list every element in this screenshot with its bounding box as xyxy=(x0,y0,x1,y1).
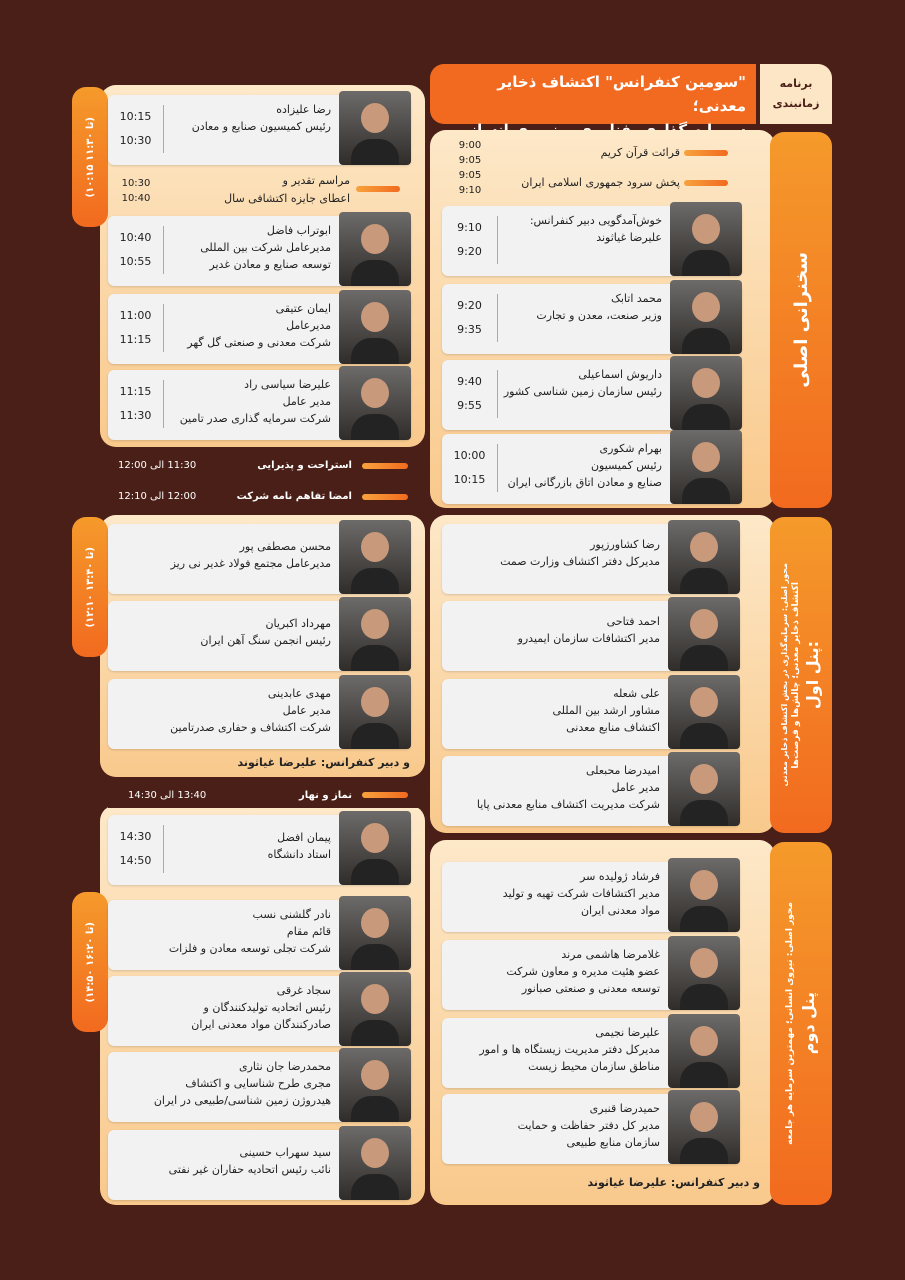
speaker-line2: عضو هئیت مدیره و معاون شرکت xyxy=(506,965,660,978)
speaker-photo xyxy=(339,212,411,286)
row-time: 9:05 9:10 xyxy=(458,170,482,196)
speaker-line3: توسعه معدنی و صنعتی صبانور xyxy=(521,982,660,995)
speaker-line1: حمیدرضا قنبری xyxy=(589,1102,660,1115)
award-line2: اعطای جایزه اکتشافی سال xyxy=(224,192,350,205)
row-bar xyxy=(684,150,728,156)
speaker-photo xyxy=(339,972,411,1046)
break-mou xyxy=(108,486,418,508)
row-label: پخش سرود جمهوری اسلامی ایران xyxy=(521,176,680,189)
speaker-photo xyxy=(670,202,742,276)
session2-card xyxy=(108,601,411,671)
row-quran xyxy=(520,140,680,166)
speaker-photo xyxy=(668,858,740,932)
row-time: 9:00 9:05 xyxy=(458,140,482,166)
speaker-line2: مدیر اکتشافات سازمان ایمیدرو xyxy=(517,632,660,645)
panel2-card xyxy=(442,862,740,932)
speaker-photo xyxy=(668,752,740,826)
keynote-sidebar xyxy=(770,132,832,508)
schedule-badge xyxy=(760,64,832,124)
speaker-line3: شرکت سرمایه گذاری صدر تامین xyxy=(179,412,331,425)
badge-line-2: زمانبندی xyxy=(772,97,820,110)
speaker-line1: ایمان عتیقی xyxy=(275,302,331,315)
speaker-line1: علیرضا نجیمی xyxy=(595,1026,660,1039)
badge-line-1: برنامه xyxy=(779,77,813,90)
break-time: 11:30 الی 12:00 xyxy=(118,460,197,471)
speaker-line2: مدیر اکتشافات شرکت تهیه و تولید xyxy=(502,887,660,900)
speaker-line1: غلامرضا هاشمی مرند xyxy=(561,948,660,961)
speaker-line2: وزیر صنعت، معدن و تجارت xyxy=(536,309,662,322)
speaker-line1: پیمان افضل xyxy=(277,831,331,844)
speaker-line3: صنایع و معادن اتاق بازرگانی ایران xyxy=(507,476,662,489)
speaker-line1: سید سهراب حسینی xyxy=(239,1146,331,1159)
session2-card xyxy=(108,679,411,749)
session3-card xyxy=(108,900,411,970)
panel1-sub2: محور اصلی: سرمایه‌گذاری در بخش اکتشاف ذخایر معدنی xyxy=(780,563,789,787)
panel2-card xyxy=(442,1018,740,1088)
award-line1: مراسم تقدیر و xyxy=(282,174,350,187)
speaker-line1: فرشاد ژولیده سر xyxy=(580,870,660,883)
talk-time: 14:30 14:50 xyxy=(108,825,164,873)
speaker-line1: رضا کشاورزپور xyxy=(590,538,660,551)
session1-card xyxy=(108,370,411,440)
conference-title xyxy=(430,64,756,124)
speaker-line1: محسن مصطفی پور xyxy=(239,540,331,553)
panel1-card xyxy=(442,601,740,671)
session1-card xyxy=(108,294,411,364)
speaker-line2: مدیر عامل xyxy=(282,395,331,408)
panel1-subtitle: اکتشاف ذخایر معدنی؛ چالش‌ها و فرصت‌ها xyxy=(791,581,801,769)
talk-time: 9:20 9:35 xyxy=(442,294,498,342)
session3-card xyxy=(108,976,411,1046)
speaker-line3: سازمان منابع طبیعی xyxy=(566,1136,660,1149)
speaker-photo xyxy=(339,675,411,749)
panel2-card xyxy=(442,940,740,1010)
speaker-line2: علیرضا غیاثوند xyxy=(596,231,662,244)
speaker-photo xyxy=(668,675,740,749)
speaker-line3: توسعه صنایع و معادن غدیر xyxy=(209,258,331,271)
speaker-photo xyxy=(668,1090,740,1164)
speaker-line2: مدیرعامل مجتمع فولاد غدیر نی ریز xyxy=(170,557,331,570)
speaker-line3: شرکت مدیریت اکتشاف منابع معدنی پایا xyxy=(476,798,660,811)
speaker-line2: مدیر کل دفتر حفاظت و حمایت xyxy=(517,1119,660,1132)
break-refreshment xyxy=(108,455,418,477)
session1-time: (۱۰:۱۵ تا ۱۱:۳۰) xyxy=(84,116,96,198)
speaker-line1: مهرداد اکبریان xyxy=(265,617,331,630)
speaker-line2: استاد دانشگاه xyxy=(267,848,331,861)
panel1-sidebar xyxy=(770,517,832,833)
panel1-card xyxy=(442,524,740,594)
speaker-line3: شرکت اکتشاف و حفاری صدرتامین xyxy=(170,721,331,734)
speaker-line3: مناطق سازمان محیط زیست xyxy=(528,1060,660,1073)
session3-card xyxy=(108,1130,411,1200)
speaker-line1: رضا علیزاده xyxy=(276,103,331,116)
speaker-photo xyxy=(670,430,742,504)
speaker-photo xyxy=(668,1014,740,1088)
session3-card xyxy=(108,1052,411,1122)
speaker-line1: محمد اتابک xyxy=(611,292,662,305)
speaker-photo xyxy=(670,356,742,430)
speaker-photo xyxy=(668,597,740,671)
talk-time: 11:15 11:30 xyxy=(108,380,164,428)
row-anthem xyxy=(520,170,680,196)
break-time: 13:40 الی 14:30 xyxy=(128,790,207,801)
session2-card xyxy=(108,524,411,594)
speaker-photo xyxy=(339,520,411,594)
speaker-line2: مدیرکل دفتر مدیریت زیستگاه ها و امور xyxy=(479,1043,660,1056)
keynote-card xyxy=(442,206,742,276)
break-bar xyxy=(362,792,408,798)
title-line-1: "سومین کنفرانس" اکتشاف ذخایر معدنی؛ xyxy=(497,73,746,115)
speaker-photo xyxy=(339,290,411,364)
session2-time: (۱۲:۱۰ تا ۱۳:۴۰) xyxy=(84,546,96,628)
speaker-line1: علی شعله xyxy=(613,687,660,700)
session1-card xyxy=(108,216,411,286)
speaker-line2: رئیس کمیسیون صنایع و معادن xyxy=(191,120,331,133)
session2-time-tab xyxy=(72,517,108,657)
speaker-line1: علیرضا سیاسی راد xyxy=(244,378,331,391)
break-time: 12:00 الی 12:10 xyxy=(118,491,197,502)
speaker-line2: رئیس سازمان زمین شناسی کشور xyxy=(503,385,662,398)
panel2-secretary-note: و دبیر کنفرانس: علیرضا غیاثوند xyxy=(587,1176,760,1189)
speaker-line1: امیدرضا محبعلی xyxy=(586,764,660,777)
speaker-line3: مواد معدنی ایران xyxy=(580,904,660,917)
speaker-line2: رئیس انجمن سنگ آهن ایران xyxy=(200,634,331,647)
speaker-line2: مدیر عامل xyxy=(282,704,331,717)
speaker-line2: مدیرعامل xyxy=(286,319,331,332)
panel2-title: پنل دوم xyxy=(798,992,818,1055)
speaker-line3: هیدروژن زمین شناسی/طبیعی در ایران xyxy=(153,1094,331,1107)
talk-time: 9:10 9:20 xyxy=(442,216,498,264)
award-time: 10:30 10:40 xyxy=(121,178,151,204)
speaker-line3: شرکت تجلی توسعه معادن و فلزات xyxy=(168,942,331,955)
panel2-card xyxy=(442,1094,740,1164)
speaker-line1: خوش‌آمدگویی دبیر کنفرانس: xyxy=(529,214,662,227)
speaker-photo xyxy=(339,1126,411,1200)
speaker-line1: داریوش اسماعیلی xyxy=(578,368,662,381)
speaker-line3: اکتشاف منابع معدنی xyxy=(566,721,660,734)
speaker-photo xyxy=(339,597,411,671)
speaker-line1: مهدی عابدینی xyxy=(267,687,331,700)
keynote-title: سخنرانی اصلی xyxy=(790,252,812,388)
keynote-card xyxy=(442,360,742,430)
session3-time-tab xyxy=(72,892,108,1032)
award-row xyxy=(200,172,350,212)
session3-time: (۱۴:۵۰ تا ۱۶:۲۰) xyxy=(84,921,96,1003)
award-bar xyxy=(356,186,400,192)
panel2-subtitle: محور اصلی: نیروی انسانی؛ مهمترین سرمایه هر جامعه xyxy=(784,902,795,1145)
speaker-photo xyxy=(668,936,740,1010)
talk-time: 10:15 10:30 xyxy=(108,105,164,153)
break-label: استراحت و پذیرایی xyxy=(257,460,352,471)
speaker-line1: محمدرضا جان نثاری xyxy=(238,1060,331,1073)
speaker-line2: قائم مقام xyxy=(286,925,331,938)
panel1-title: پنل اول: xyxy=(803,640,822,710)
row-bar xyxy=(684,180,728,186)
break-label: نماز و نهار xyxy=(298,790,352,801)
speaker-photo xyxy=(339,366,411,440)
speaker-line2: مشاور ارشد بین المللی xyxy=(552,704,660,717)
break-label: امضا تفاهم نامه شرکت xyxy=(236,491,352,502)
speaker-line2: مدیرکل دفتر اکتشاف وزارت صمت xyxy=(500,555,660,568)
speaker-line3: صادرکنندگان مواد معدنی ایران xyxy=(191,1018,331,1031)
break-bar xyxy=(362,463,408,469)
speaker-line2: نائب رئیس اتحادیه حفاران غیر نفتی xyxy=(168,1163,331,1176)
break-lunch xyxy=(108,784,418,808)
speaker-line1: سجاد غرقی xyxy=(276,984,331,997)
talk-time: 10:40 10:55 xyxy=(108,226,164,274)
speaker-line1: احمد فتاحی xyxy=(606,615,660,628)
talk-time: 9:40 9:55 xyxy=(442,370,498,418)
session2-secretary-note: و دبیر کنفرانس: علیرضا غیاثوند xyxy=(237,756,410,769)
talk-time: 11:00 11:15 xyxy=(108,304,164,352)
speaker-line2: رئیس کمیسیون xyxy=(590,459,662,472)
speaker-line1: نادر گلشنی نسب xyxy=(252,908,331,921)
speaker-line2: رئیس اتحادیه تولیدکنندگان و xyxy=(203,1001,331,1014)
speaker-line3: شرکت معدنی و صنعتی گل گهر xyxy=(187,336,331,349)
speaker-photo xyxy=(670,280,742,354)
speaker-photo xyxy=(339,811,411,885)
speaker-line2: مدیر عامل xyxy=(611,781,660,794)
session1-time-tab xyxy=(72,87,108,227)
speaker-photo xyxy=(339,896,411,970)
break-bar xyxy=(362,494,408,500)
session1-card xyxy=(108,95,411,165)
speaker-line1: بهرام شکوری xyxy=(599,442,662,455)
keynote-card xyxy=(442,434,742,504)
speaker-line2: مجری طرح شناسایی و اکتشاف xyxy=(185,1077,331,1090)
row-label: قرائت قرآن کریم xyxy=(600,146,680,159)
talk-time: 10:00 10:15 xyxy=(442,444,498,492)
panel1-card xyxy=(442,679,740,749)
panel1-card xyxy=(442,756,740,826)
speaker-photo xyxy=(339,1048,411,1122)
speaker-photo xyxy=(668,520,740,594)
panel2-sidebar xyxy=(770,842,832,1205)
speaker-line2: مدیرعامل شرکت بین المللی xyxy=(200,241,331,254)
lecture-card xyxy=(108,815,411,885)
speaker-photo xyxy=(339,91,411,165)
speaker-line1: ابوتراب فاضل xyxy=(266,224,331,237)
keynote-card xyxy=(442,284,742,354)
